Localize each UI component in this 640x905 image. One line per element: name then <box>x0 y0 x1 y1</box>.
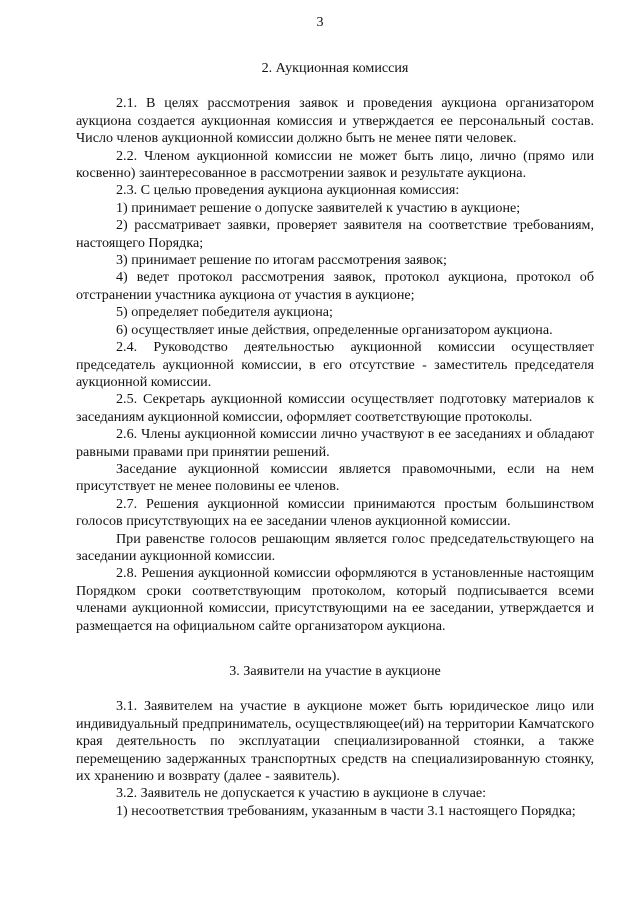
paragraph: 2.1. В целях рассмотрения заявок и проведения аукциона организатором аукциона создается аукционная комиссия и утверждается ее персональный состав. Число членов аукционной комиссии должно быть не менее пяти человек. <box>76 95 594 147</box>
list-item: 3) принимает решение по итогам рассмотрения заявок; <box>116 252 447 269</box>
paragraph: 2.7. Решения аукционной комиссии принимаются простым большинством голосов присутствующих на ее заседании членов аукционной комиссии. <box>76 495 594 530</box>
paragraph: При равенстве голосов решающим является голос председательствующего на заседании аукционной комиссии. <box>76 530 594 564</box>
list-item: 2) рассматривает заявки, проверяет заявителя на соответствие требованиям, настоящего Порядка; <box>76 217 594 251</box>
section-3 <box>76 663 594 820</box>
paragraph: 2.4. Руководство деятельностью аукционной комиссии осуществляет председатель аукционной комиссии, в его отсутствие - заместитель председателя аукционной комиссии. <box>76 339 594 390</box>
list-item: 4) ведет протокол рассмотрения заявок, протокол аукциона, протокол об отстранении участника аукциона от участия в аукционе; <box>76 269 594 303</box>
section-3-heading: 3. Заявители на участие в аукционе <box>229 663 441 679</box>
paragraph: 2.5. Секретарь аукционной комиссии осуществляет подготовку материалов к заседаниям аукционной комиссии, оформляет соответствующие протоколы. <box>76 391 594 425</box>
list-item: 1) несоответствия требованиям, указанным в части 3.1 настоящего Порядка; <box>116 802 576 819</box>
paragraph: Заседание аукционной комиссии является правомочными, если на нем присутствует не менее половины ее членов. <box>76 460 594 495</box>
paragraph: 2.8. Решения аукционной комиссии оформляются в установленные настоящим Порядком сроки соответствующим протоколом, который подписывается всеми членами аукционной комиссии, присутствующими на ее заседании, утверждается и размещается на официальном сайте организатором аукциона. <box>76 565 594 634</box>
page-number: 3 <box>316 14 324 30</box>
list-item: 1) принимает решение о допуске заявителей к участию в аукционе; <box>116 199 521 216</box>
paragraph: 2.3. С целью проведения аукциона аукционная комиссия: <box>116 182 460 199</box>
paragraph: 2.6. Члены аукционной комиссии лично участвуют в ее заседаниях и обладают равными правами при принятии решений. <box>76 426 594 460</box>
section-2 <box>76 60 594 635</box>
list-item: 6) осуществляет иные действия, определенные организатором аукциона. <box>116 321 553 338</box>
paragraph: 3.2. Заявитель не допускается к участию в аукционе в случае: <box>116 785 487 802</box>
list-item: 5) определяет победителя аукциона; <box>116 304 333 321</box>
paragraph: 2.2. Членом аукционной комиссии не может быть лицо, лично (прямо или косвенно) заинтересованное в рассмотрении заявок и результате аукциона. <box>76 147 594 182</box>
paragraph: 3.1. Заявителем на участие в аукционе может быть юридическое лицо или индивидуальный предприниматель, осуществляющее(ий) на территории Камчатского края деятельность по эксплуатации специализированной стоянки, а также перемещению задержанных транспортных средств на специализированную стоянку, их хранению и возврату (далее - заявитель). <box>76 698 594 785</box>
section-2-heading: 2. Аукционная комиссия <box>261 60 409 76</box>
